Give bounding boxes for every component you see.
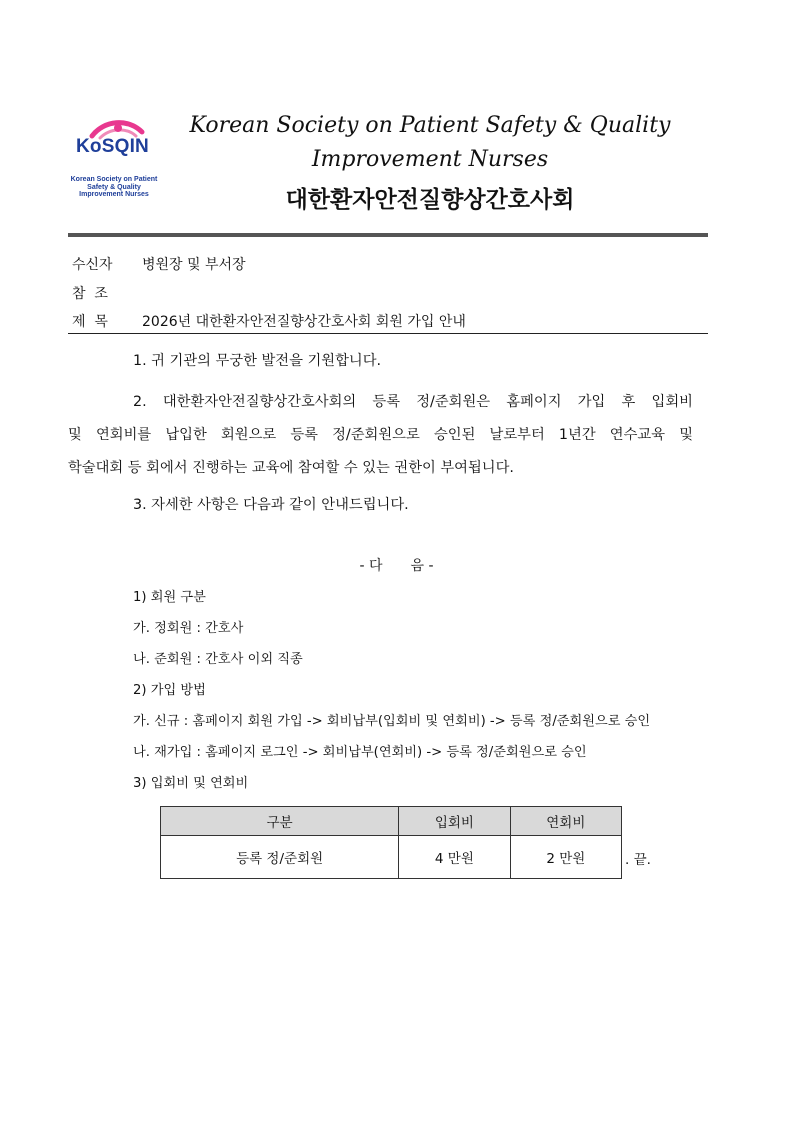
fee-table-header: 입회비 xyxy=(399,807,510,836)
table-cell: 4 만원 xyxy=(399,836,510,879)
subject-value: 2026년 대한환자안전질향상간호사회 회원 가입 안내 xyxy=(142,314,466,330)
logo-subtitle: Korean Society on Patient Safety & Quality Improvement Nurses xyxy=(70,176,158,198)
notice-item-4: 2) 가입 방법 xyxy=(133,683,206,698)
paragraph-1: 1. 귀 기관의 무궁한 발전을 기원합니다. xyxy=(133,353,382,369)
recipient-label: 수신자 xyxy=(72,257,113,273)
table-row xyxy=(161,836,622,879)
fee-table-header-row xyxy=(161,807,622,836)
fee-table-header: 연회비 xyxy=(510,807,621,836)
recipient-row xyxy=(72,254,246,274)
reference-label: 참 조 xyxy=(72,286,108,302)
table-cell: 등록 정/준회원 xyxy=(161,836,399,879)
paragraph-3: 3. 자세한 사항은 다음과 같이 안내드립니다. xyxy=(133,497,409,513)
fee-table xyxy=(160,806,622,879)
end-mark: . 끝. xyxy=(625,852,651,868)
notice-item-7: 3) 입회비 및 연회비 xyxy=(133,776,249,791)
org-name-english-line2: Improvement Nurses xyxy=(311,147,549,172)
table-cell: 2 만원 xyxy=(510,836,621,879)
header-divider xyxy=(68,233,708,237)
notice-item-6: 나. 재가입 : 홈페이지 로그인 -> 회비납부(연회비) -> 등록 정/준회원으로 승인 xyxy=(133,745,587,760)
subject-row xyxy=(72,311,466,331)
fee-table-header: 구분 xyxy=(161,807,399,836)
notice-item-1: 1) 회원 구분 xyxy=(133,590,206,605)
meta-divider xyxy=(68,333,708,334)
recipient-value: 병원장 및 부서장 xyxy=(142,257,246,273)
kosqin-logo xyxy=(62,118,166,210)
notice-item-5: 가. 신규 : 홈페이지 회원 가입 -> 회비납부(입회비 및 연회비) -> 등록 정/준회원으로 승인 xyxy=(133,714,651,729)
paragraph-2-line-3: 학술대회 등 회에서 진행하는 교육에 참여할 수 있는 권한이 부여됩니다. xyxy=(68,460,514,476)
logo-wordmark: KoSQIN xyxy=(76,136,149,157)
org-name-english-line1: Korean Society on Patient Safety & Quality xyxy=(189,113,671,138)
paragraph-2-line-2: 및 연회비를 납입한 회원으로 등록 정/준회원으로 승인된 날로부터 1년간 연수교육 및 xyxy=(68,427,693,443)
notice-heading: - 다 음 - xyxy=(359,558,434,574)
notice-item-2: 가. 정회원 : 간호사 xyxy=(133,621,244,636)
org-name-korean: 대한환자안전질향상간호사회 xyxy=(285,187,575,213)
notice-item-3: 나. 준회원 : 간호사 이외 직종 xyxy=(133,652,303,667)
subject-label: 제 목 xyxy=(72,314,108,330)
paragraph-2-line-1: 2. 대한환자안전질향상간호사회의 등록 정/준회원은 홈페이지 가입 후 입회비 xyxy=(133,394,693,410)
reference-row xyxy=(72,283,142,303)
